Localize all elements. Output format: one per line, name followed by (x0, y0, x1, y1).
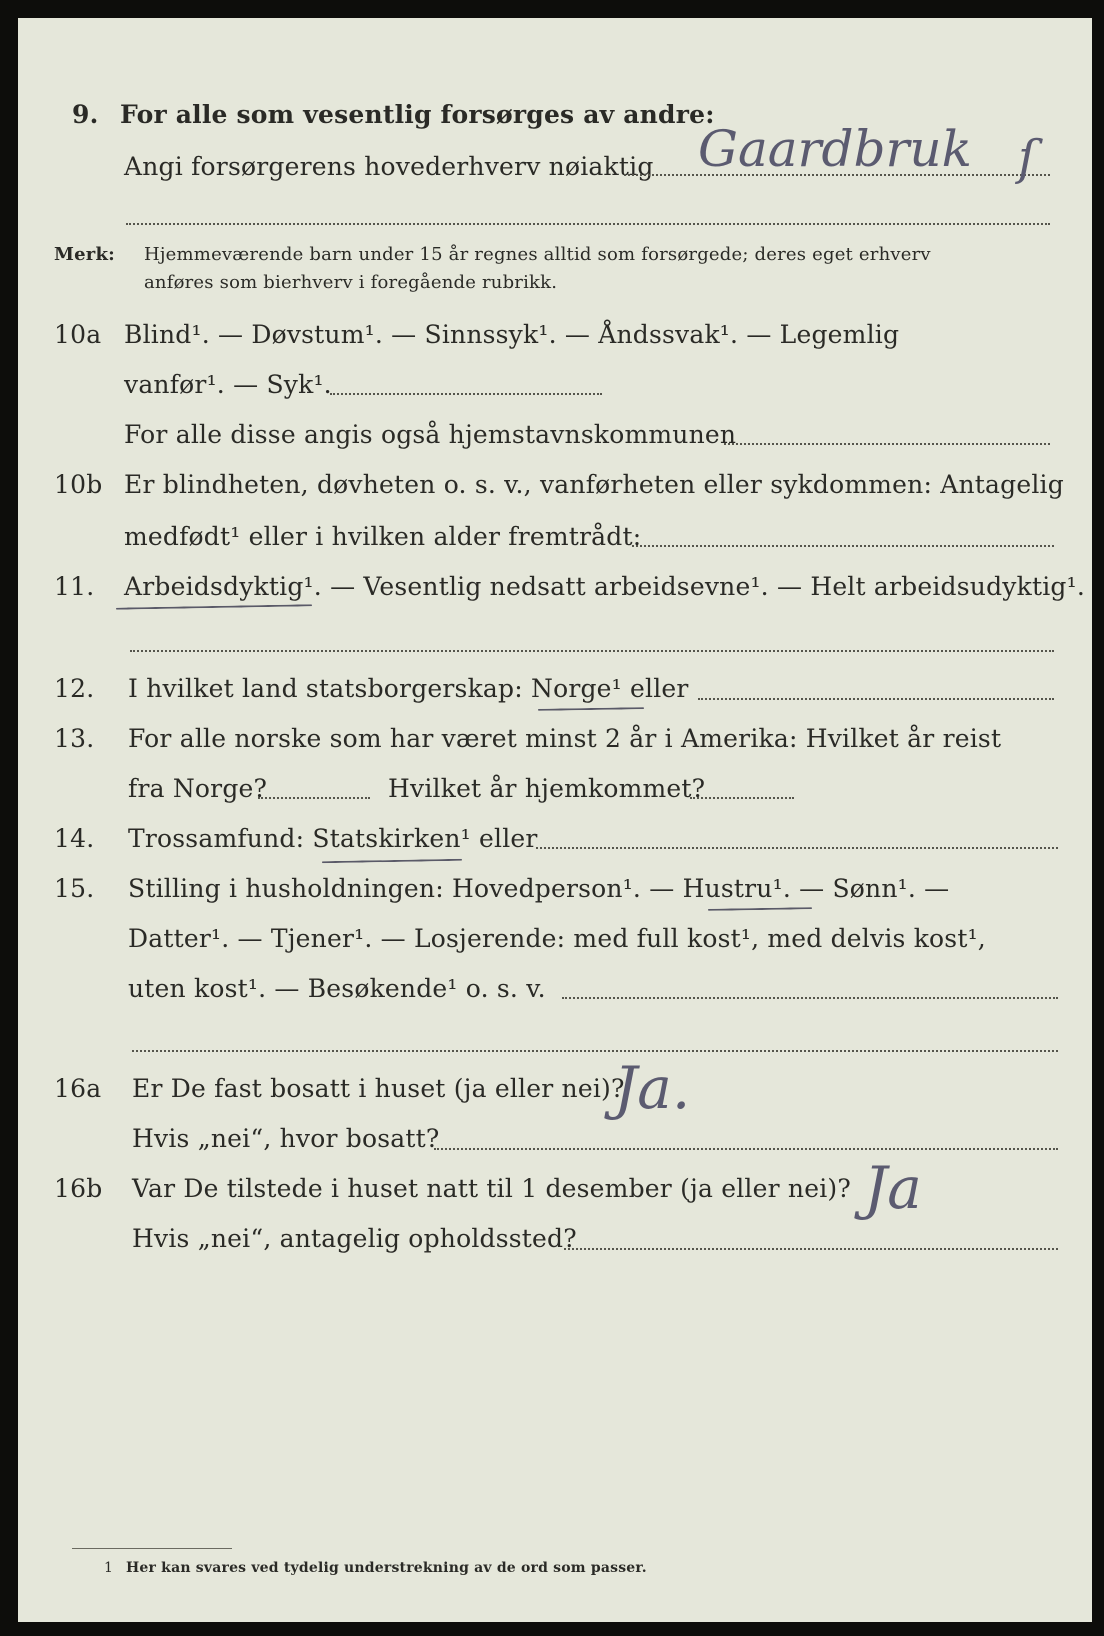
q13-number: 13. (54, 724, 95, 753)
separator-line (126, 223, 1050, 225)
census-form-page (18, 18, 1092, 1622)
q12-answer-line[interactable] (698, 698, 1054, 700)
q15-line1: Stilling i husholdningen: Hovedperson¹. — Hustru¹. — Sønn¹. — (128, 874, 950, 903)
q14-number: 14. (54, 824, 95, 853)
q12-number: 12. (54, 674, 95, 703)
q13-departure-year-line[interactable] (258, 797, 370, 799)
q10a-sick-answer-line[interactable] (330, 393, 602, 395)
q15-answer-underline (708, 907, 812, 911)
q15-line2: Datter¹. — Tjener¹. — Losjerende: med full kost¹, med delvis kost¹, (128, 924, 986, 953)
q14-answer-underline (322, 859, 462, 863)
q10a-line3: For alle disse angis også hjemstavnskommunen (124, 420, 737, 449)
q12-answer-underline (538, 707, 644, 711)
q16a-answer-line[interactable] (434, 1148, 1058, 1150)
q11-answer-underline (116, 604, 312, 609)
q16b-answer-line[interactable] (564, 1248, 1058, 1250)
q15-answer-line[interactable] (562, 997, 1058, 999)
q15-extra-line[interactable] (132, 1050, 1058, 1052)
q10a-line1: Blind¹. — Døvstum¹. — Sinnssyk¹. — Åndssvak¹. — Legemlig (124, 320, 900, 349)
q16a-line2: Hvis „nei“, hvor bosatt? (132, 1124, 440, 1153)
q16b-handwritten-answer: Ja (864, 1154, 922, 1222)
footnote-rule (72, 1548, 232, 1549)
q9-handwritten-answer: Gaardbruk (698, 120, 972, 178)
q16b-line1: Var De tilstede i huset natt til 1 desember (ja eller nei)? (132, 1174, 851, 1203)
q9-handwritten-mark: ſ (1018, 130, 1036, 186)
q11-number: 11. (54, 572, 95, 601)
q9-line1: For alle som vesentlig forsørges av andre: (120, 100, 715, 129)
q9-number: 9. (72, 100, 99, 129)
q16b-line2: Hvis „nei“, antagelig opholdssted? (132, 1224, 577, 1253)
q11-extra-line[interactable] (130, 650, 1054, 652)
q16a-line1: Er De fast bosatt i huset (ja eller nei)? (132, 1074, 625, 1103)
q15-line3: uten kost¹. — Besøkende¹ o. s. v. (128, 974, 546, 1003)
q10b-line1: Er blindheten, døvheten o. s. v., vanførheten eller sykdommen: Antagelig (124, 470, 1064, 499)
merk-label: Merk: (54, 244, 115, 265)
footnote-text: Her kan svares ved tydelig understrekning av de ord som passer. (126, 1560, 647, 1576)
q16a-number: 16a (54, 1074, 102, 1103)
q16a-handwritten-answer: Ja. (614, 1054, 691, 1122)
q10b-line2: medfødt¹ eller i hvilken alder fremtrådt: (124, 522, 642, 551)
q13-return-year-line[interactable] (690, 797, 794, 799)
footnote-mark: 1 (104, 1560, 114, 1576)
merk-line2: anføres som bierhverv i foregående rubrikk. (144, 272, 558, 293)
q13-line2b: Hvilket år hjemkommet? (388, 774, 706, 803)
q10a-number: 10a (54, 320, 102, 349)
q11-line1: Arbeidsdyktig¹. — Vesentlig nedsatt arbeidsevne¹. — Helt arbeidsudyktig¹. (124, 572, 1085, 601)
q14-answer-line[interactable] (536, 847, 1058, 849)
q13-line2a: fra Norge? (128, 774, 268, 803)
q16b-number: 16b (54, 1174, 103, 1203)
q15-number: 15. (54, 874, 95, 903)
q10a-line2: vanfør¹. — Syk¹. (124, 370, 332, 399)
q13-line1: For alle norske som har været minst 2 år i Amerika: Hvilket år reist (128, 724, 1002, 753)
q9-line2: Angi forsørgerens hovederhverv nøiaktig (124, 152, 654, 181)
merk-line1: Hjemmeværende barn under 15 år regnes alltid som forsørgede; deres eget erhverv (144, 244, 931, 265)
q14-line1: Trossamfund: Statskirken¹ eller (128, 824, 538, 853)
q12-line1: I hvilket land statsborgerskap: Norge¹ eller (128, 674, 689, 703)
q10b-answer-line[interactable] (632, 545, 1054, 547)
q10b-number: 10b (54, 470, 103, 499)
q10a-home-municipality-line[interactable] (724, 443, 1050, 445)
